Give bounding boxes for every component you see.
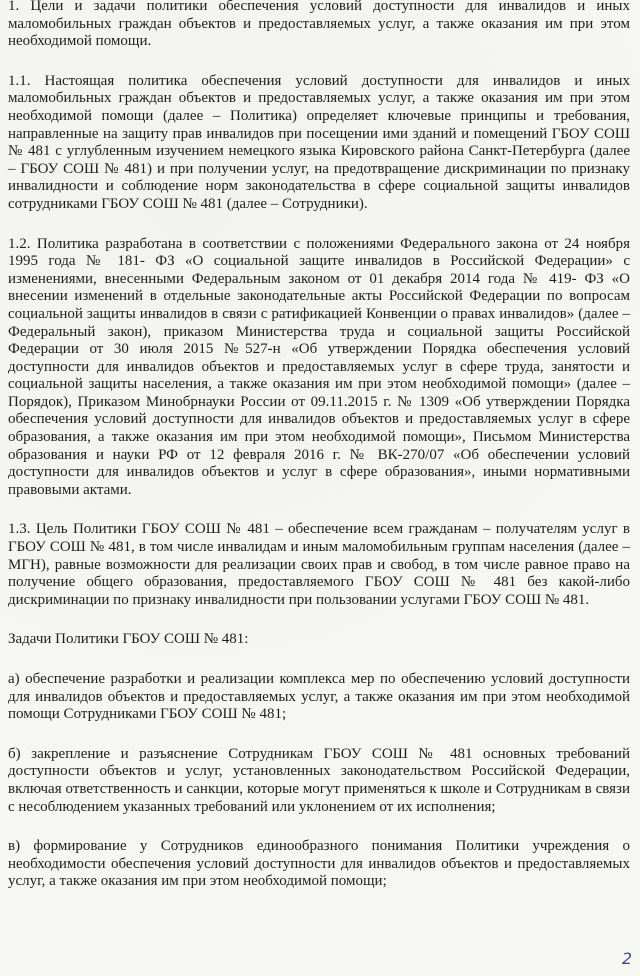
paragraph-1-2: 1.2. Политика разработана в соответствии с положениями Федерального закона от 24 ноября 1995 года № 181- ФЗ «О социальной защите инвалидов в Российской Федерации» с изменениями, внесенными Федеральным законом от 01 декабря 2014 года № 419- ФЗ «О внесении изменений в отдельные законодательные акты Российской Федерации по вопросам социальной защиты инвалидов в связи с ратификацией Конвенции о правах инвалидов» (далее – Федеральный закон), приказом Министерства труда и социальной защиты Российской Федерации от 30 июля 2015 №527-н «Об утверждении Порядка обеспечения условий доступности для инвалидов объектов и предоставляемых услуг в сфере труда, занятости и социальной защиты населения, а также оказания им при этом необходимой помощи» (далее – Порядок), Приказом Минобрнауки России от 09.11.2015 г. № 1309 «Об утверждении Порядка обеспечения условий доступности для инвалидов объектов и предоставляемых услуг в сфере образования, а также оказания им при этом необходимой помощи», Письмом Министерства образования и науки РФ от 12 февраля 2016 г. № ВК-270/07 «Об обеспечении условий доступности для инвалидов объектов и услуг в сфере образования», иными нормативными правовыми актами.: [8, 235, 630, 498]
paragraph-1-3: 1.3. Цель Политики ГБОУ СОШ № 481 – обеспечение всем гражданам – получателям услуг в ГБОУ СОШ № 481, в том числе инвалидам и иным маломобильным группам населения (далее – МГН), равные возможности для реализации своих прав и свобод, в том числе равное право на получение общего образования, предоставляемого ГБОУ СОШ № 481 без какой-либо дискриминации по признаку инвалидности при пользовании услугами ГБОУ СОШ № 481.: [8, 521, 630, 608]
task-b: б) закрепление и разъяснение Сотрудникам ГБОУ СОШ № 481 основных требований доступности объектов и услуг, установленных законодательством Российской Федерации, включая ответственность и санкции, которые могут применяться к школе и Сотрудникам в связи с несоблюдением указанных требований или уклонением от их исполнения;: [8, 745, 630, 815]
page-number: 2: [621, 949, 632, 968]
document-body: [8, 0, 630, 891]
task-a: а) обеспечение разработки и реализации комплекса мер по обеспечению условий доступности для инвалидов объектов и предоставляемых услуг, а также оказания им при этом необходимой помощи Сотрудниками ГБОУ СОШ № 481;: [8, 671, 630, 723]
paragraph-1-1: 1.1. Настоящая политика обеспечения условий доступности для инвалидов и иных маломобильных граждан объектов и предоставляемых услуг, а также оказания им при этом необходимой помощи (далее – Политика) определяет ключевые принципы и требования, направленные на защиту прав инвалидов при посещении ими зданий и помещений ГБОУ СОШ № 481 с углубленным изучением немецкого языка Кировского района Санкт-Петербурга (далее – ГБОУ СОШ № 481) и при получении услуг, на предотвращение дискриминации по признаку инвалидности и соблюдение норм законодательства в сфере социальной защиты инвалидов сотрудниками ГБОУ СОШ № 481 (далее – Сотрудники).: [8, 72, 630, 212]
tasks-heading: Задачи Политики ГБОУ СОШ № 481:: [8, 631, 249, 648]
section-heading: 1. Цели и задачи политики обеспечения условий доступности для инвалидов и иных маломобильных граждан объектов и предоставляемых услуг, а также оказания им при этом необходимой помощи.: [8, 0, 630, 50]
task-c: в) формирование у Сотрудников единообразного понимания Политики учреждения о необходимости обеспечения условий доступности для инвалидов объектов и предоставляемых услуг, а также оказания им при этом необходимой помощи;: [8, 838, 630, 890]
